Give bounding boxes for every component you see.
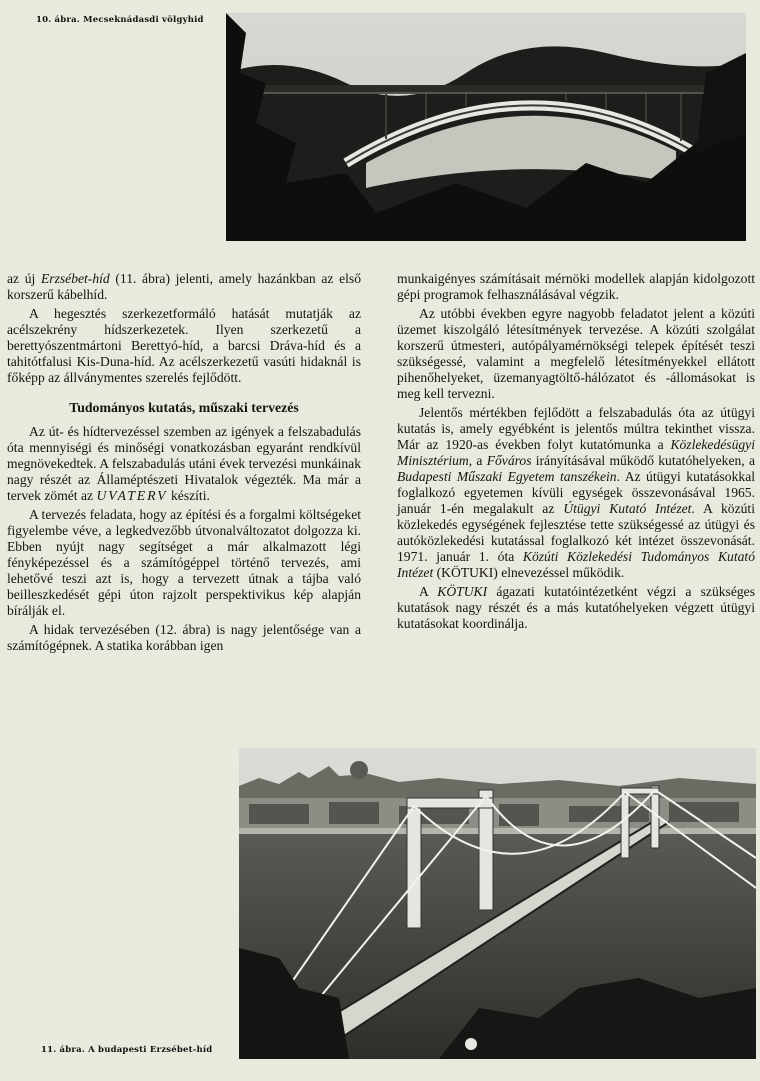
right-column	[397, 271, 755, 632]
figure-10-caption: 10. ábra. Mecseknádasdi völgyhid	[36, 15, 204, 25]
left-paragraph-5: A hidak tervezésében (12. ábra) is nagy jelentősége van a számítógépnek. A statika korábban igen	[7, 622, 361, 653]
right-paragraph-1: munkaigényes számításait mérnöki modellek alapján kidolgozott gépi programok felhasználásával végzik.	[397, 271, 755, 302]
right-paragraph-3: Jelentős mértékben fejlődött a felszabadulás óta az útügyi kutatás is, amely egyébként is jelentős múltra tekinthet vissza. Már az 1920-as években folyt kutatómunka a Közlekedésügyi Minisztérium, a Főváros irányításával működő kutatóhelyeken, a Budapesti Műszaki Egyetem tanszékein. Az útügyi kutatásokkal foglalkozó egyetemen kívüli egységek összevonásával 1965. január 1-én megalakult az Útügyi Kutató Intézet. A közúti közlekedés egységének fejlesztése tette szükségessé az útügyi és autóközlekedési kutatással foglalkozó két intézet összevonását. 1971. január 1. óta Közúti Közlekedési Tudományos Kutató Intézet (KÖTUKI) elnevezéssel működik.	[397, 405, 755, 580]
left-paragraph-2: A hegesztés szerkezetformáló hatását mutatják az acélszekrény hídszerkezetek. Ilyen szerkezetű a berettyószentmártoni Berettyó-híd, a barcsi Dráva-híd és a tahitótfalusi Kis-Duna-híd. Az acélszerkezetű vasúti hidaknál is főképp az állványmentes szerelés fejlődött.	[7, 306, 361, 385]
figure-11-caption: 11. ábra. A budapesti Erzsébet-híd	[41, 1045, 213, 1055]
right-paragraph-4: A KÖTUKI ágazati kutatóintézetként végzi a szükséges kutatások nagy részét és a más kutatóhelyeken végzett útügyi kutatásokat koordinálja.	[397, 584, 756, 631]
left-column	[7, 271, 361, 654]
left-paragraph-1: az új Erzsébet-híd (11. ábra) jelenti, amely hazánkban az első korszerű kábelhíd.	[7, 271, 361, 302]
section-heading: Tudományos kutatás, műszaki tervezés	[69, 400, 299, 415]
left-paragraph-4: A tervezés feladata, hogy az építési és a forgalmi költségeket figyelembe véve, a legkedvezőbb útvonalváltozatot dolgozza ki. Ebben nyújt nagy segítséget a már alkalmazott légi fényképezéssel és a számítógéppel történő tervezés, ami lehetővé teszi azt is, hogy a tervezett útnak a tájba való beilleszkedését gépi úton rajzolt perspektivikus kép alapján bírálják el.	[7, 507, 361, 618]
left-paragraph-3: Az út- és hídtervezéssel szemben az igények a felszabadulás óta mennyiségi és minőségi vonatkozásban egyaránt rendkívül megnövekedtek. A felszabadulás utáni évek tervezési munkáinak nagy részét az Államéptészeti Hivatalok végezték. Ma már a tervek zömét az UVATERV készíti.	[7, 424, 361, 503]
erzsebet-bridge-photo	[239, 748, 756, 1059]
right-paragraph-2: Az utóbbi években egyre nagyobb feladatot jelent a közúti üzemet kiszolgáló létesítmények tervezése. A közúti szolgálat korszerű útmesteri, autópályamérnökségi telepek építését teszi szükségessé, valamint a megfelelő létesítményekkel ellátott pihenőhelyeket, üzemanyagtöltő-hálózatot és -állomásokat is meg kell tervezni.	[397, 306, 755, 401]
viaduct-photo	[226, 13, 746, 241]
